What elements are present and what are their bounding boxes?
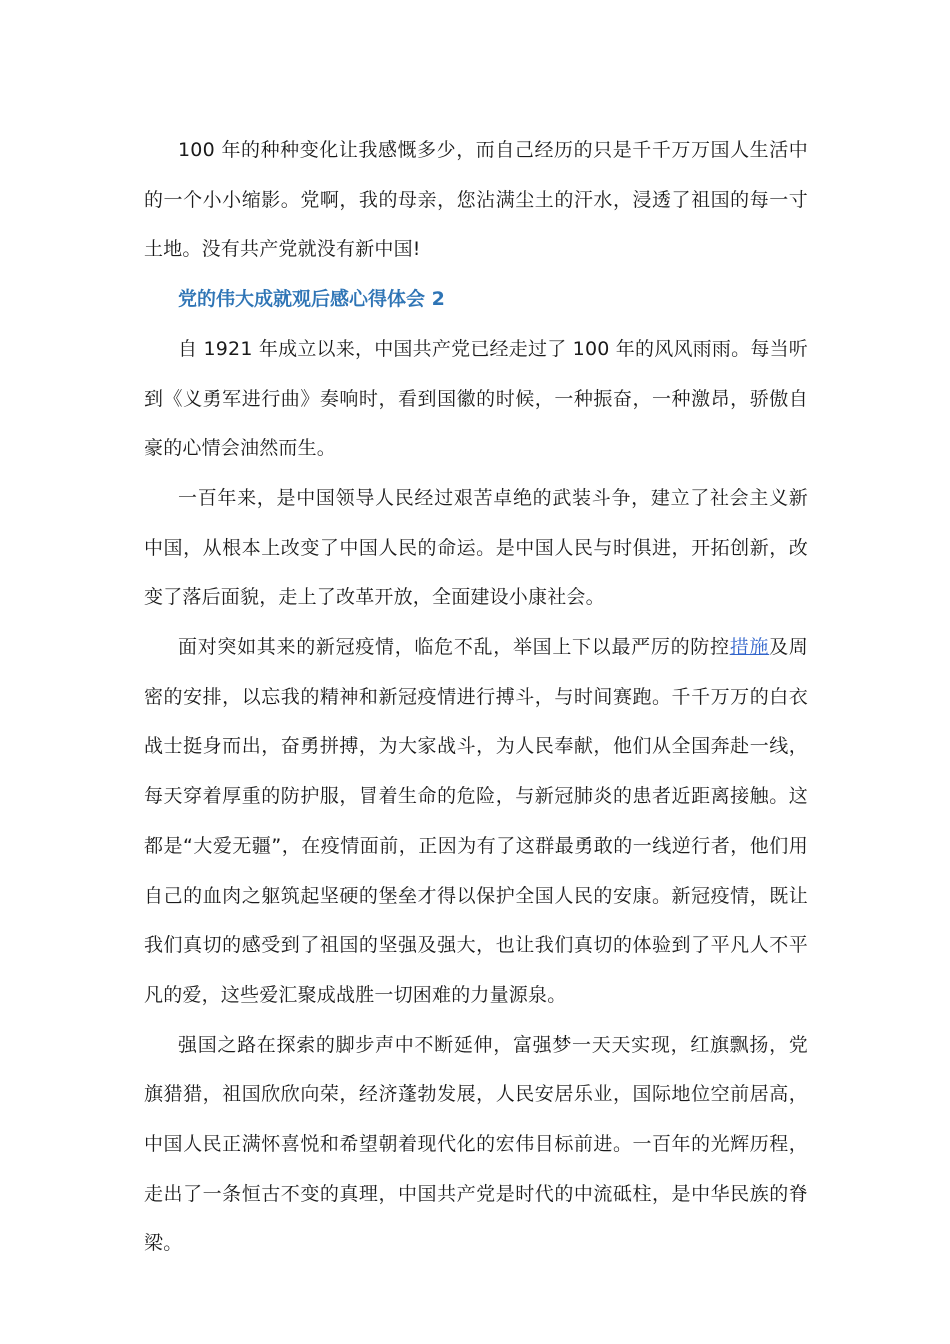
section-heading: 党的伟大成就观后感心得体会 2 (178, 288, 445, 311)
paragraph-3: 一百年来，是中国领导人民经过艰苦卓绝的武装斗争，建立了社会主义新中国，从根本上改变了中国人民的命运。是中国人民与时俱进，开拓创新，改变了落后面貌，走上了改革开放，全面建设小康社会。 (144, 486, 808, 609)
paragraph-2: 自 1921 年成立以来，中国共产党已经走过了 100 年的风风雨雨。每当听到《义勇军进行曲》奏响时，看到国徽的时候，一种振奋，一种激昂，骄傲自豪的心情会油然而生。 (144, 337, 808, 460)
measures-link[interactable]: 措施 (729, 636, 770, 659)
paragraph-4-text-end: 及周密的安排，以忘我的精神和新冠疫情进行搏斗，与时间赛跑。千千万万的白衣战士挺身而出，奋勇拼搏，为大家战斗，为人民奉献，他们从全国奔赴一线，每天穿着厚重的防护服，冒着生命的危险，与新冠肺炎的患者近距离接触。这都是“大爱无疆”，在疫情面前，正因为有了这群最勇敢的一线逆行者，他们用自己的血肉之躯筑起坚硬的堡垒才得以保护全国人民的安康。新冠疫情，既让我们真切的感受到了祖国的坚强及强大，也让我们真切的体验到了平凡人不平凡的爱，这些爱汇聚成战胜一切困难的力量源泉。 (144, 636, 808, 1006)
paragraph-4 (144, 623, 808, 1021)
paragraph-1: 100 年的种种变化让我感慨多少，而自己经历的只是千千万万国人生活中的一个小小缩影。党啊，我的母亲，您沾满尘土的汗水，浸透了祖国的每一寸土地。没有共产党就没有新中国! (144, 139, 808, 261)
paragraph-4-text-start: 面对突如其来的新冠疫情，临危不乱，举国上下以最严厉的防控 (178, 636, 730, 659)
document-body (144, 126, 808, 1269)
paragraph-5: 强国之路在探索的脚步声中不断延伸，富强梦一天天实现，红旗飘扬，党旗猎猎，祖国欣欣向荣，经济蓬勃发展，人民安居乐业，国际地位空前居高，中国人民正满怀喜悦和希望朝着现代化的宏伟目标前进。一百年的光辉历程，走出了一条恒古不变的真理，中国共产党是时代的中流砥柱，是中华民族的脊梁。 (144, 1033, 808, 1255)
